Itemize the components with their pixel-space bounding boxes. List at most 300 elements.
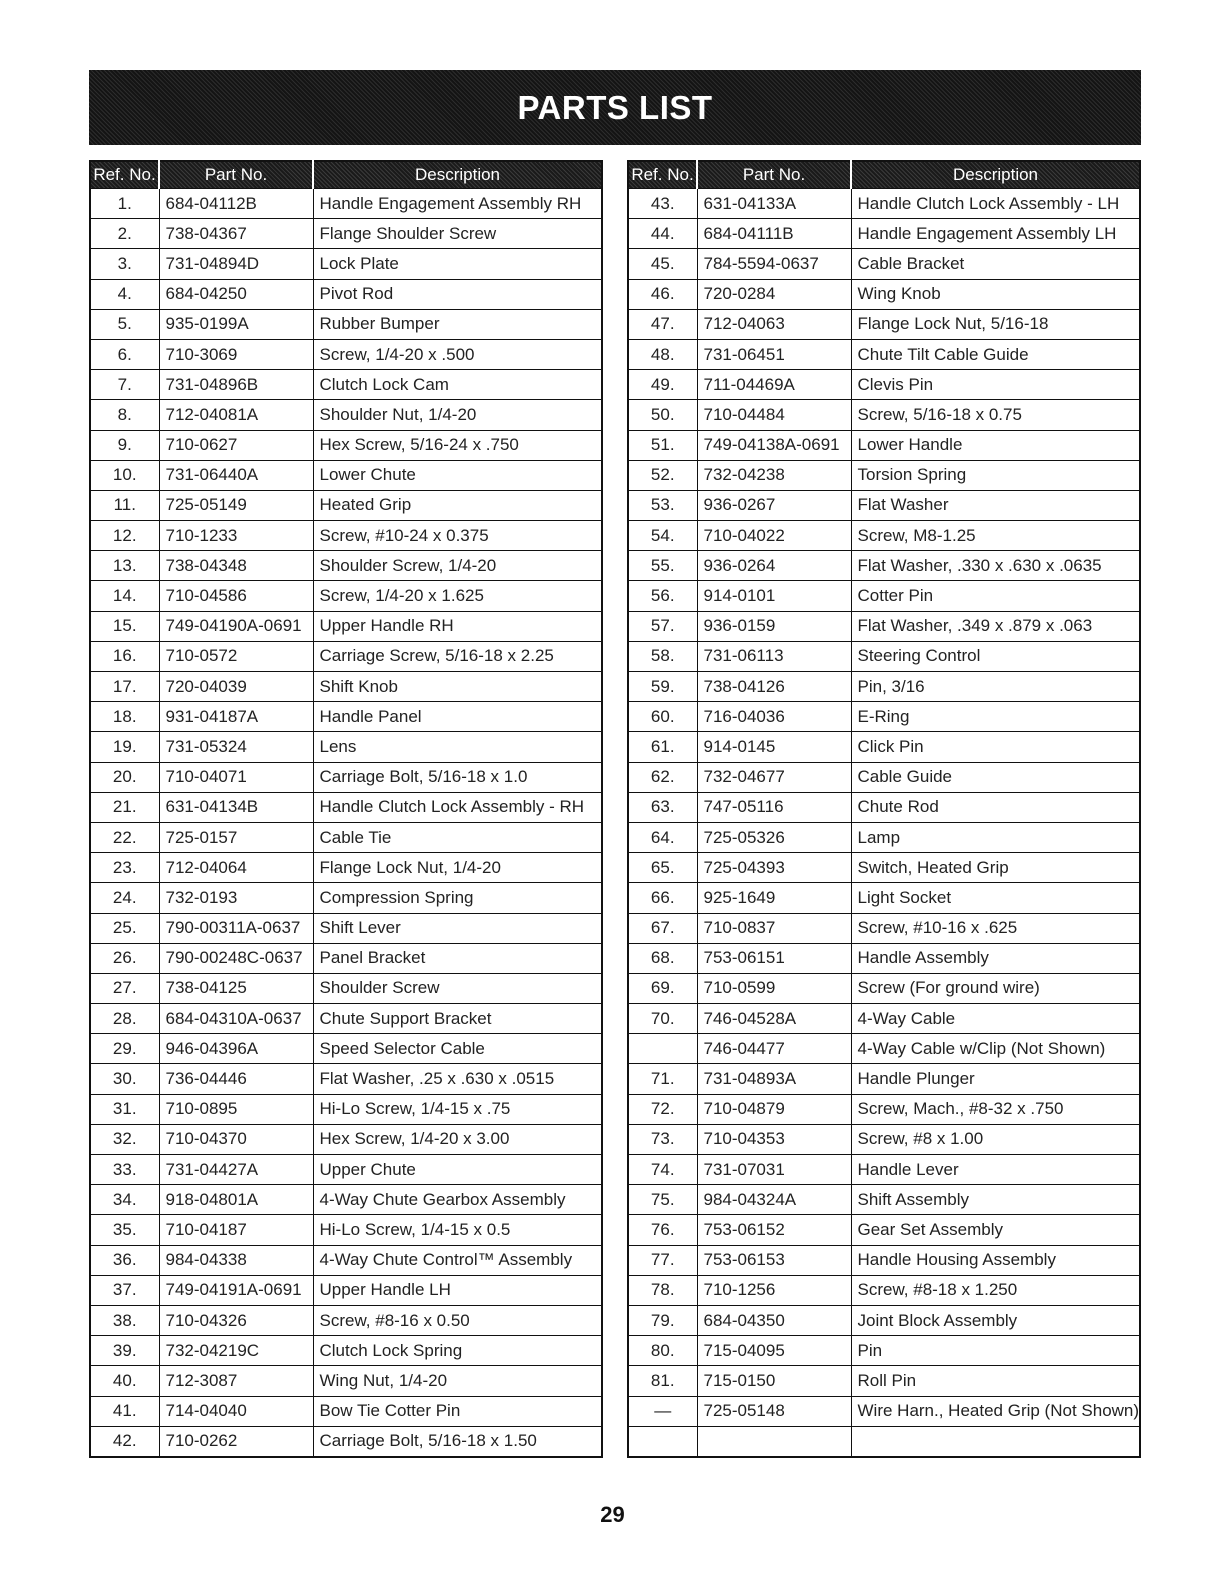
- table-row: [628, 1124, 1140, 1154]
- table-row: [628, 279, 1140, 309]
- part-no-cell: 731-06440A: [159, 460, 313, 490]
- table-row: [628, 1064, 1140, 1094]
- ref-no-cell: 63.: [628, 792, 697, 822]
- part-no-cell: 710-0599: [697, 973, 851, 1003]
- description-cell: E-Ring: [851, 702, 1140, 732]
- ref-no-cell: —: [628, 1396, 697, 1426]
- description-cell: 4-Way Cable: [851, 1004, 1140, 1034]
- part-no-cell: 738-04125: [159, 973, 313, 1003]
- table-row: [90, 883, 602, 913]
- table-row: [90, 1094, 602, 1124]
- table-row: [90, 249, 602, 279]
- table-row: [628, 1185, 1140, 1215]
- part-no-cell: 738-04367: [159, 219, 313, 249]
- ref-no-cell: 64.: [628, 822, 697, 852]
- part-no-cell: 746-04477: [697, 1034, 851, 1064]
- part-no-cell: 738-04126: [697, 672, 851, 702]
- part-no-cell: 725-0157: [159, 822, 313, 852]
- ref-no-cell: 56.: [628, 581, 697, 611]
- table-row: [90, 853, 602, 883]
- description-cell: Screw, 5/16-18 x 0.75: [851, 400, 1140, 430]
- ref-no-cell: 46.: [628, 279, 697, 309]
- table-row: [90, 1275, 602, 1305]
- description-cell: Clutch Lock Spring: [313, 1336, 602, 1366]
- table-row: [90, 1396, 602, 1426]
- table-row: [628, 943, 1140, 973]
- part-no-cell: 710-1233: [159, 521, 313, 551]
- table-row: [90, 732, 602, 762]
- part-no-cell: 935-0199A: [159, 309, 313, 339]
- part-no-cell: 712-3087: [159, 1366, 313, 1396]
- ref-no-cell: 34.: [90, 1185, 159, 1215]
- description-cell: Hex Screw, 5/16-24 x .750: [313, 430, 602, 460]
- ref-no-cell: 43.: [628, 189, 697, 219]
- ref-no-cell: [628, 1426, 697, 1457]
- part-no-cell: 684-04350: [697, 1305, 851, 1335]
- ref-no-cell: 76.: [628, 1215, 697, 1245]
- part-no-cell: 725-05326: [697, 822, 851, 852]
- table-row: [628, 249, 1140, 279]
- ref-no-cell: 31.: [90, 1094, 159, 1124]
- ref-no-cell: 17.: [90, 672, 159, 702]
- ref-no-cell: 11.: [90, 490, 159, 520]
- part-no-cell: 714-04040: [159, 1396, 313, 1426]
- ref-no-cell: 54.: [628, 521, 697, 551]
- ref-no-cell: 27.: [90, 973, 159, 1003]
- part-no-cell: 684-04250: [159, 279, 313, 309]
- description-cell: Flat Washer, .349 x .879 x .063: [851, 611, 1140, 641]
- description-cell: Shoulder Screw: [313, 973, 602, 1003]
- ref-no-cell: 65.: [628, 853, 697, 883]
- part-no-cell: 790-00311A-0637: [159, 913, 313, 943]
- ref-no-cell: 81.: [628, 1366, 697, 1396]
- ref-no-cell: 61.: [628, 732, 697, 762]
- description-cell: Upper Chute: [313, 1155, 602, 1185]
- ref-no-cell: 42.: [90, 1426, 159, 1457]
- description-cell: Cotter Pin: [851, 581, 1140, 611]
- table-row: [628, 913, 1140, 943]
- table-row: [628, 370, 1140, 400]
- description-cell: Flange Shoulder Screw: [313, 219, 602, 249]
- ref-no-cell: 67.: [628, 913, 697, 943]
- parts-table-right-body: [628, 189, 1140, 1457]
- description-cell: Handle Panel: [313, 702, 602, 732]
- part-no-cell: 925-1649: [697, 883, 851, 913]
- description-cell: Clutch Lock Cam: [313, 370, 602, 400]
- table-header-row: [90, 161, 602, 189]
- ref-no-header: Ref. No.: [90, 161, 159, 189]
- table-row: [628, 1396, 1140, 1426]
- table-row: [628, 641, 1140, 671]
- part-no-cell: 731-06113: [697, 641, 851, 671]
- table-row: [628, 1366, 1140, 1396]
- description-cell: Panel Bracket: [313, 943, 602, 973]
- part-no-cell: 753-06153: [697, 1245, 851, 1275]
- part-no-cell: 918-04801A: [159, 1185, 313, 1215]
- ref-no-cell: 25.: [90, 913, 159, 943]
- table-row: [628, 853, 1140, 883]
- description-cell: 4-Way Chute Control™ Assembly: [313, 1245, 602, 1275]
- table-row: [90, 339, 602, 369]
- part-no-cell: 720-04039: [159, 672, 313, 702]
- ref-no-cell: 77.: [628, 1245, 697, 1275]
- page-number: 29: [600, 1502, 625, 1527]
- table-row: [90, 400, 602, 430]
- table-row: [628, 1245, 1140, 1275]
- part-no-cell: 710-0837: [697, 913, 851, 943]
- ref-no-cell: 50.: [628, 400, 697, 430]
- description-cell: Torsion Spring: [851, 460, 1140, 490]
- description-cell: Hi-Lo Screw, 1/4-15 x 0.5: [313, 1215, 602, 1245]
- table-row: [90, 551, 602, 581]
- ref-no-cell: 28.: [90, 1004, 159, 1034]
- part-no-cell: 712-04081A: [159, 400, 313, 430]
- part-no-cell: 710-0895: [159, 1094, 313, 1124]
- description-cell: [851, 1426, 1140, 1457]
- table-row: [90, 913, 602, 943]
- description-cell: Screw, #8 x 1.00: [851, 1124, 1140, 1154]
- description-cell: Upper Handle LH: [313, 1275, 602, 1305]
- part-no-cell: 936-0159: [697, 611, 851, 641]
- table-header-row: [628, 161, 1140, 189]
- description-cell: Screw, M8-1.25: [851, 521, 1140, 551]
- description-cell: Screw, #10-24 x 0.375: [313, 521, 602, 551]
- description-cell: Lower Handle: [851, 430, 1140, 460]
- part-no-cell: 747-05116: [697, 792, 851, 822]
- table-row: [628, 1336, 1140, 1366]
- ref-no-cell: 20.: [90, 762, 159, 792]
- part-no-cell: 731-04427A: [159, 1155, 313, 1185]
- ref-no-cell: 23.: [90, 853, 159, 883]
- part-no-cell: 946-04396A: [159, 1034, 313, 1064]
- table-row: [628, 702, 1140, 732]
- ref-no-cell: 57.: [628, 611, 697, 641]
- description-cell: Upper Handle RH: [313, 611, 602, 641]
- ref-no-cell: 9.: [90, 430, 159, 460]
- description-cell: Switch, Heated Grip: [851, 853, 1140, 883]
- table-row: [90, 490, 602, 520]
- table-row: [628, 883, 1140, 913]
- ref-no-cell: 8.: [90, 400, 159, 430]
- description-cell: Handle Lever: [851, 1155, 1140, 1185]
- table-row: [628, 219, 1140, 249]
- table-row: [90, 1305, 602, 1335]
- description-cell: Light Socket: [851, 883, 1140, 913]
- table-row: [90, 1366, 602, 1396]
- ref-no-cell: 22.: [90, 822, 159, 852]
- description-cell: Pivot Rod: [313, 279, 602, 309]
- part-no-cell: 753-06151: [697, 943, 851, 973]
- part-no-cell: 710-04586: [159, 581, 313, 611]
- description-cell: Pin: [851, 1336, 1140, 1366]
- part-no-cell: 710-04326: [159, 1305, 313, 1335]
- part-no-cell: 784-5594-0637: [697, 249, 851, 279]
- part-no-cell: 725-04393: [697, 853, 851, 883]
- table-row: [90, 309, 602, 339]
- table-row: [90, 611, 602, 641]
- part-no-cell: 716-04036: [697, 702, 851, 732]
- description-cell: Screw, 1/4-20 x .500: [313, 339, 602, 369]
- part-no-cell: 790-00248C-0637: [159, 943, 313, 973]
- part-no-cell: 710-3069: [159, 339, 313, 369]
- description-cell: Hi-Lo Screw, 1/4-15 x .75: [313, 1094, 602, 1124]
- ref-no-cell: 15.: [90, 611, 159, 641]
- ref-no-cell: 53.: [628, 490, 697, 520]
- part-no-cell: 631-04133A: [697, 189, 851, 219]
- part-no-cell: 936-0264: [697, 551, 851, 581]
- ref-no-cell: 47.: [628, 309, 697, 339]
- part-no-cell: 710-04022: [697, 521, 851, 551]
- table-row: [90, 1004, 602, 1034]
- description-cell: Carriage Screw, 5/16-18 x 2.25: [313, 641, 602, 671]
- ref-no-cell: 13.: [90, 551, 159, 581]
- table-row: [90, 792, 602, 822]
- part-no-cell: 931-04187A: [159, 702, 313, 732]
- part-no-cell: 631-04134B: [159, 792, 313, 822]
- table-row: [90, 822, 602, 852]
- table-row: [628, 1004, 1140, 1034]
- description-cell: Flange Lock Nut, 1/4-20: [313, 853, 602, 883]
- part-no-cell: 738-04348: [159, 551, 313, 581]
- table-row: [90, 973, 602, 1003]
- table-row: [628, 189, 1140, 219]
- ref-no-cell: 19.: [90, 732, 159, 762]
- part-no-cell: 725-05149: [159, 490, 313, 520]
- part-no-cell: 749-04190A-0691: [159, 611, 313, 641]
- part-no-cell: 710-04187: [159, 1215, 313, 1245]
- ref-no-cell: 68.: [628, 943, 697, 973]
- ref-no-cell: 35.: [90, 1215, 159, 1245]
- ref-no-cell: 58.: [628, 641, 697, 671]
- table-row: [628, 1034, 1140, 1064]
- ref-no-cell: 59.: [628, 672, 697, 702]
- description-cell: Handle Housing Assembly: [851, 1245, 1140, 1275]
- description-cell: Handle Engagement Assembly LH: [851, 219, 1140, 249]
- ref-no-cell: 24.: [90, 883, 159, 913]
- table-row: [90, 521, 602, 551]
- description-cell: Handle Engagement Assembly RH: [313, 189, 602, 219]
- table-row: [628, 973, 1140, 1003]
- part-no-cell: 749-04138A-0691: [697, 430, 851, 460]
- description-cell: Hex Screw, 1/4-20 x 3.00: [313, 1124, 602, 1154]
- ref-no-cell: 3.: [90, 249, 159, 279]
- table-row: [628, 1275, 1140, 1305]
- description-cell: Roll Pin: [851, 1366, 1140, 1396]
- part-no-cell: 712-04063: [697, 309, 851, 339]
- ref-no-cell: 71.: [628, 1064, 697, 1094]
- description-cell: Cable Bracket: [851, 249, 1140, 279]
- description-cell: Handle Plunger: [851, 1064, 1140, 1094]
- description-cell: Chute Support Bracket: [313, 1004, 602, 1034]
- part-no-cell: 710-04370: [159, 1124, 313, 1154]
- description-cell: Handle Clutch Lock Assembly - RH: [313, 792, 602, 822]
- description-cell: 4-Way Chute Gearbox Assembly: [313, 1185, 602, 1215]
- ref-no-cell: 6.: [90, 339, 159, 369]
- table-row: [90, 1185, 602, 1215]
- table-row: [90, 460, 602, 490]
- ref-no-cell: 75.: [628, 1185, 697, 1215]
- description-cell: Screw, #8-18 x 1.250: [851, 1275, 1140, 1305]
- table-row: [628, 430, 1140, 460]
- table-row: [628, 551, 1140, 581]
- ref-no-cell: 48.: [628, 339, 697, 369]
- parts-table-left-body: [90, 189, 602, 1457]
- ref-no-cell: 10.: [90, 460, 159, 490]
- table-row: [90, 762, 602, 792]
- description-cell: Lower Chute: [313, 460, 602, 490]
- ref-no-cell: 26.: [90, 943, 159, 973]
- table-row: [90, 1155, 602, 1185]
- description-cell: Lens: [313, 732, 602, 762]
- ref-no-cell: 60.: [628, 702, 697, 732]
- ref-no-cell: 66.: [628, 883, 697, 913]
- ref-no-cell: 41.: [90, 1396, 159, 1426]
- part-no-cell: 731-04894D: [159, 249, 313, 279]
- description-cell: Wire Harn., Heated Grip (Not Shown): [851, 1396, 1140, 1426]
- ref-no-cell: 1.: [90, 189, 159, 219]
- description-cell: Chute Tilt Cable Guide: [851, 339, 1140, 369]
- description-cell: Flange Lock Nut, 5/16-18: [851, 309, 1140, 339]
- table-row: [628, 792, 1140, 822]
- ref-no-cell: 36.: [90, 1245, 159, 1275]
- description-cell: Joint Block Assembly: [851, 1305, 1140, 1335]
- table-row: [628, 1155, 1140, 1185]
- part-no-cell: 710-04071: [159, 762, 313, 792]
- ref-no-cell: 32.: [90, 1124, 159, 1154]
- ref-no-cell: 2.: [90, 219, 159, 249]
- description-cell: 4-Way Cable w/Clip (Not Shown): [851, 1034, 1140, 1064]
- description-cell: Cable Tie: [313, 822, 602, 852]
- part-no-cell: 720-0284: [697, 279, 851, 309]
- part-no-cell: 914-0101: [697, 581, 851, 611]
- ref-no-cell: 16.: [90, 641, 159, 671]
- part-no-cell: 710-0262: [159, 1426, 313, 1457]
- part-no-cell: 731-04893A: [697, 1064, 851, 1094]
- description-cell: Gear Set Assembly: [851, 1215, 1140, 1245]
- ref-no-cell: 52.: [628, 460, 697, 490]
- description-cell: Steering Control: [851, 641, 1140, 671]
- ref-no-cell: 39.: [90, 1336, 159, 1366]
- table-row: [628, 400, 1140, 430]
- table-row: [628, 460, 1140, 490]
- description-cell: Shift Knob: [313, 672, 602, 702]
- part-no-cell: 732-04219C: [159, 1336, 313, 1366]
- description-cell: Screw, #10-16 x .625: [851, 913, 1140, 943]
- part-no-cell: 753-06152: [697, 1215, 851, 1245]
- ref-no-cell: 4.: [90, 279, 159, 309]
- ref-no-cell: 51.: [628, 430, 697, 460]
- table-row: [628, 762, 1140, 792]
- table-row: [628, 822, 1140, 852]
- table-row: [628, 521, 1140, 551]
- description-cell: Wing Nut, 1/4-20: [313, 1366, 602, 1396]
- table-row: [90, 430, 602, 460]
- part-no-cell: 746-04528A: [697, 1004, 851, 1034]
- description-cell: Screw (For ground wire): [851, 973, 1140, 1003]
- ref-no-cell: 7.: [90, 370, 159, 400]
- part-no-cell: 732-04238: [697, 460, 851, 490]
- description-cell: Click Pin: [851, 732, 1140, 762]
- ref-no-cell: 33.: [90, 1155, 159, 1185]
- ref-no-cell: 45.: [628, 249, 697, 279]
- description-cell: Screw, Mach., #8-32 x .750: [851, 1094, 1140, 1124]
- part-no-cell: [697, 1426, 851, 1457]
- table-row: [90, 1426, 602, 1457]
- description-cell: Lock Plate: [313, 249, 602, 279]
- description-cell: Wing Knob: [851, 279, 1140, 309]
- ref-no-cell: 44.: [628, 219, 697, 249]
- description-cell: Screw, 1/4-20 x 1.625: [313, 581, 602, 611]
- ref-no-cell: 55.: [628, 551, 697, 581]
- table-row: [90, 219, 602, 249]
- table-row: [628, 1305, 1140, 1335]
- ref-no-cell: 70.: [628, 1004, 697, 1034]
- table-row: [90, 1124, 602, 1154]
- description-cell: Pin, 3/16: [851, 672, 1140, 702]
- part-no-cell: 712-04064: [159, 853, 313, 883]
- ref-no-cell: 69.: [628, 973, 697, 1003]
- table-row: [90, 279, 602, 309]
- part-no-cell: 710-0572: [159, 641, 313, 671]
- table-row: [628, 581, 1140, 611]
- description-cell: Carriage Bolt, 5/16-18 x 1.50: [313, 1426, 602, 1457]
- parts-table-left: [89, 160, 603, 1458]
- part-no-cell: 936-0267: [697, 490, 851, 520]
- part-no-cell: 914-0145: [697, 732, 851, 762]
- table-row: [628, 732, 1140, 762]
- part-no-cell: 732-0193: [159, 883, 313, 913]
- title-banner: [89, 70, 1141, 145]
- ref-no-cell: 18.: [90, 702, 159, 732]
- ref-no-cell: 37.: [90, 1275, 159, 1305]
- description-cell: Lamp: [851, 822, 1140, 852]
- ref-no-header: Ref. No.: [628, 161, 697, 189]
- table-row: [90, 1034, 602, 1064]
- part-no-cell: 710-04484: [697, 400, 851, 430]
- table-row: [628, 611, 1140, 641]
- description-cell: Shoulder Screw, 1/4-20: [313, 551, 602, 581]
- table-row: [628, 1094, 1140, 1124]
- ref-no-cell: 40.: [90, 1366, 159, 1396]
- table-row: [628, 672, 1140, 702]
- table-row: [90, 672, 602, 702]
- table-row: [628, 1426, 1140, 1457]
- part-no-cell: 684-04112B: [159, 189, 313, 219]
- part-no-cell: 749-04191A-0691: [159, 1275, 313, 1305]
- table-row: [90, 702, 602, 732]
- table-row: [628, 339, 1140, 369]
- table-row: [628, 490, 1140, 520]
- description-cell: Chute Rod: [851, 792, 1140, 822]
- part-no-cell: 715-04095: [697, 1336, 851, 1366]
- description-cell: Shift Assembly: [851, 1185, 1140, 1215]
- part-no-header: Part No.: [159, 161, 313, 189]
- table-row: [90, 641, 602, 671]
- table-row: [628, 309, 1140, 339]
- description-cell: Flat Washer, .25 x .630 x .0515: [313, 1064, 602, 1094]
- description-cell: Carriage Bolt, 5/16-18 x 1.0: [313, 762, 602, 792]
- part-no-cell: 710-1256: [697, 1275, 851, 1305]
- ref-no-cell: 80.: [628, 1336, 697, 1366]
- ref-no-cell: 5.: [90, 309, 159, 339]
- ref-no-cell: 38.: [90, 1305, 159, 1335]
- description-cell: Bow Tie Cotter Pin: [313, 1396, 602, 1426]
- ref-no-cell: 30.: [90, 1064, 159, 1094]
- ref-no-cell: [628, 1034, 697, 1064]
- table-row: [90, 370, 602, 400]
- ref-no-cell: 78.: [628, 1275, 697, 1305]
- ref-no-cell: 74.: [628, 1155, 697, 1185]
